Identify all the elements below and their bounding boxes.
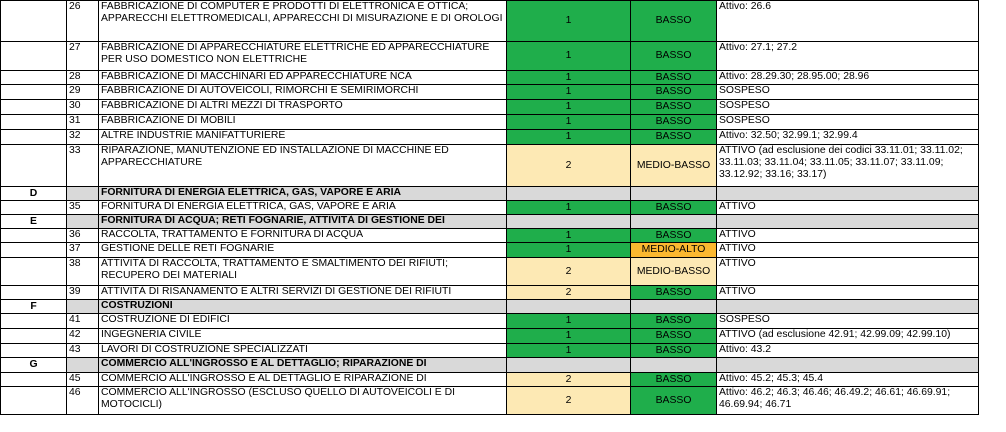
activity-status: ATTIVO (ad esclusione 42.91; 42.99.09; 42.99.10) [717,329,979,344]
division-description: FABBRICAZIONE DI MACCHINARI ED APPARECCHIATURE NCA [99,71,507,85]
section-letter: F [1,300,67,314]
section-letter-empty [1,286,67,300]
table-row [1,286,979,300]
division-description: LAVORI DI COSTRUZIONE SPECIALIZZATI [99,344,507,358]
activity-status: Attivo: 28.29.30; 28.95.00; 28.96 [717,71,979,85]
section-code-empty [67,358,99,373]
table-row [1,243,979,258]
division-description: INGEGNERIA CIVILE [99,329,507,344]
division-description: COMMERCIO ALL'INGROSSO E AL DETTAGLIO E RIPARAZIONE DI [99,373,507,387]
section-risk-empty [631,215,717,229]
section-level-empty [507,300,631,314]
table-row [1,373,979,387]
section-status-empty [717,215,979,229]
section-letter-empty [1,344,67,358]
section-letter: G [1,358,67,373]
division-code: 27 [67,42,99,71]
risk-class-cell: BASSO [631,85,717,100]
risk-class-cell: BASSO [631,71,717,85]
section-letter: D [1,187,67,201]
risk-level-cell: 2 [507,145,631,187]
division-description: FABBRICAZIONE DI AUTOVEICOLI, RIMORCHI E SEMIRIMORCHI [99,85,507,100]
risk-class-cell: BASSO [631,100,717,115]
section-letter-empty [1,258,67,286]
risk-level-cell: 1 [507,85,631,100]
table-row [1,314,979,329]
section-title: COMMERCIO ALL'INGROSSO E AL DETTAGLIO; RIPARAZIONE DI [99,358,507,373]
table-row [1,42,979,71]
table-row [1,329,979,344]
division-code: 38 [67,258,99,286]
section-letter-empty [1,145,67,187]
division-description: FABBRICAZIONE DI ALTRI MEZZI DI TRASPORTO [99,100,507,115]
section-letter-empty [1,130,67,145]
section-risk-empty [631,300,717,314]
risk-level-cell: 2 [507,286,631,300]
division-description: ATTIVITÀ DI RACCOLTA, TRATTAMENTO E SMALTIMENTO DEI RIFIUTI; RECUPERO DEI MATERIALI [99,258,507,286]
section-letter-empty [1,387,67,415]
division-description: GESTIONE DELLE RETI FOGNARIE [99,243,507,258]
section-letter-empty [1,85,67,100]
activity-status: Attivo: 45.2; 45.3; 45.4 [717,373,979,387]
activity-status: Attivo: 32.50; 32.99.1; 32.99.4 [717,130,979,145]
division-code: 28 [67,71,99,85]
risk-level-cell: 1 [507,243,631,258]
section-status-empty [717,300,979,314]
division-code: 46 [67,387,99,415]
risk-level-cell: 1 [507,115,631,130]
activity-status: Attivo: 26.6 [717,1,979,42]
section-letter-empty [1,373,67,387]
activity-status: Attivo: 46.2; 46.3; 46.46; 46.49.2; 46.61; 46.69.91; 46.69.94; 46.71 [717,387,979,415]
section-level-empty [507,187,631,201]
table-row [1,115,979,130]
section-title: FORNITURA DI ENERGIA ELETTRICA, GAS, VAPORE E ARIA [99,187,507,201]
risk-class-cell: BASSO [631,130,717,145]
section-status-empty [717,358,979,373]
division-code: 31 [67,115,99,130]
table-row [1,344,979,358]
table-row [1,258,979,286]
division-code: 41 [67,314,99,329]
division-code: 37 [67,243,99,258]
division-code: 36 [67,229,99,243]
risk-class-cell: BASSO [631,115,717,130]
section-letter-empty [1,115,67,130]
risk-level-cell: 2 [507,387,631,415]
activity-status: Attivo: 27.1; 27.2 [717,42,979,71]
risk-level-cell: 1 [507,100,631,115]
section-letter-empty [1,329,67,344]
section-letter: E [1,215,67,229]
division-description: RACCOLTA, TRATTAMENTO E FORNITURA DI ACQUA [99,229,507,243]
risk-level-cell: 1 [507,201,631,215]
table-row [1,1,979,42]
section-row [1,300,979,314]
risk-level-cell: 1 [507,314,631,329]
section-code-empty [67,187,99,201]
table-row [1,100,979,115]
section-title: FORNITURA DI ACQUA; RETI FOGNARIE, ATTIVITÀ DI GESTIONE DEI [99,215,507,229]
section-title: COSTRUZIONI [99,300,507,314]
division-description: COMMERCIO ALL'INGROSSO (ESCLUSO QUELLO DI AUTOVEICOLI E DI MOTOCICLI) [99,387,507,415]
risk-level-cell: 1 [507,42,631,71]
division-description: COSTRUZIONE DI EDIFICI [99,314,507,329]
risk-class-cell: BASSO [631,201,717,215]
section-letter-empty [1,243,67,258]
activity-status: SOSPESO [717,85,979,100]
risk-level-cell: 1 [507,130,631,145]
risk-level-cell: 2 [507,258,631,286]
risk-level-cell: 1 [507,329,631,344]
section-row [1,187,979,201]
division-code: 30 [67,100,99,115]
section-letter-empty [1,100,67,115]
division-description: ATTIVITÀ DI RISANAMENTO E ALTRI SERVIZI DI GESTIONE DEI RIFIUTI [99,286,507,300]
division-code: 32 [67,130,99,145]
section-letter-empty [1,42,67,71]
activity-status: ATTIVO [717,243,979,258]
risk-class-cell: BASSO [631,286,717,300]
risk-level-cell: 2 [507,373,631,387]
risk-class-cell: BASSO [631,1,717,42]
division-description: ALTRE INDUSTRIE MANIFATTURIERE [99,130,507,145]
activity-status: SOSPESO [717,115,979,130]
section-risk-empty [631,358,717,373]
division-code: 35 [67,201,99,215]
risk-class-cell: BASSO [631,229,717,243]
section-code-empty [67,215,99,229]
activity-status: SOSPESO [717,100,979,115]
table-row [1,85,979,100]
table-row [1,387,979,415]
division-description: FORNITURA DI ENERGIA ELETTRICA, GAS, VAPORE E ARIA [99,201,507,215]
activity-status: ATTIVO [717,258,979,286]
table-row [1,145,979,187]
table-row [1,201,979,215]
division-code: 45 [67,373,99,387]
risk-class-cell: MEDIO-BASSO [631,145,717,187]
division-code: 43 [67,344,99,358]
risk-class-cell: MEDIO-BASSO [631,258,717,286]
risk-class-cell: BASSO [631,42,717,71]
section-letter-empty [1,1,67,42]
risk-class-cell: BASSO [631,314,717,329]
activity-status: ATTIVO [717,229,979,243]
section-letter-empty [1,71,67,85]
activity-status: ATTIVO [717,286,979,300]
section-level-empty [507,215,631,229]
section-risk-empty [631,187,717,201]
risk-level-cell: 1 [507,1,631,42]
risk-class-cell: BASSO [631,373,717,387]
risk-class-cell: BASSO [631,329,717,344]
division-description: FABBRICAZIONE DI APPARECCHIATURE ELETTRICHE ED APPARECCHIATURE PER USO DOMESTICO NON ELETTRICHE [99,42,507,71]
risk-level-cell: 1 [507,344,631,358]
activity-status: Attivo: 43.2 [717,344,979,358]
section-level-empty [507,358,631,373]
risk-class-cell: BASSO [631,387,717,415]
table-row [1,130,979,145]
table-row [1,229,979,243]
risk-level-cell: 1 [507,71,631,85]
division-code: 42 [67,329,99,344]
section-letter-empty [1,229,67,243]
section-letter-empty [1,201,67,215]
division-code: 33 [67,145,99,187]
section-code-empty [67,300,99,314]
division-code: 26 [67,1,99,42]
risk-level-cell: 1 [507,229,631,243]
section-row [1,215,979,229]
activity-status: ATTIVO [717,201,979,215]
risk-class-cell: MEDIO-ALTO [631,243,717,258]
table-row [1,71,979,85]
division-description: FABBRICAZIONE DI MOBILI [99,115,507,130]
division-code: 29 [67,85,99,100]
risk-class-cell: BASSO [631,344,717,358]
activity-status: SOSPESO [717,314,979,329]
division-description: RIPARAZIONE, MANUTENZIONE ED INSTALLAZIONE DI MACCHINE ED APPARECCHIATURE [99,145,507,187]
activity-status: ATTIVO (ad esclusione dei codici 33.11.01; 33.11.02; 33.11.03; 33.11.04; 33.11.05; 33.11.07; 33.11.09; 33.12.92; 33.16; 33.17) [717,145,979,187]
section-row [1,358,979,373]
section-letter-empty [1,314,67,329]
division-description: FABBRICAZIONE DI COMPUTER E PRODOTTI DI ELETTRONICA E OTTICA; APPARECCHI ELETTROMEDICALI, APPARECCHI DI MISURAZIONE E DI OROLOGI [99,1,507,42]
division-code: 39 [67,286,99,300]
section-status-empty [717,187,979,201]
